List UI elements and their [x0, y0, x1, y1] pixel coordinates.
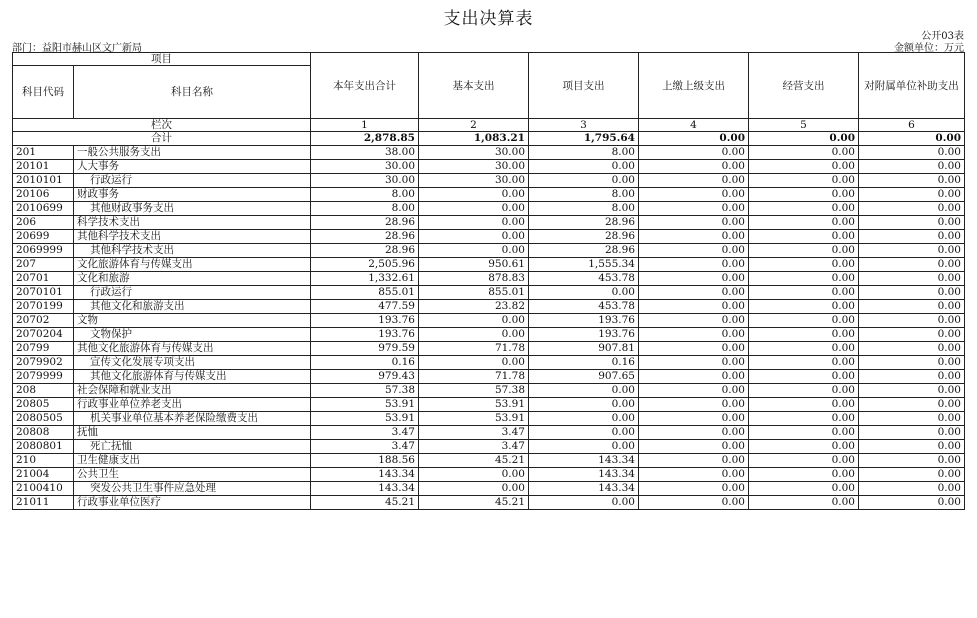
- amount-cell: 57.38: [419, 384, 529, 398]
- amount-cell: 0.00: [859, 384, 965, 398]
- amount-cell: 0.00: [639, 412, 749, 426]
- amount-cell: 0.00: [419, 482, 529, 496]
- amount-cell: 0.00: [859, 356, 965, 370]
- header-col-1: 本年支出合计: [311, 53, 419, 119]
- subject-name: 其他文化和旅游支出: [74, 300, 311, 314]
- amount-cell: 0.00: [639, 160, 749, 174]
- subject-name: 其他财政事务支出: [74, 202, 311, 216]
- amount-cell: 0.00: [419, 216, 529, 230]
- table-row: [13, 398, 965, 412]
- amount-cell: 0.00: [639, 174, 749, 188]
- total-value: 0.00: [859, 132, 965, 146]
- amount-cell: 8.00: [529, 146, 639, 160]
- subject-name: 死亡抚恤: [74, 440, 311, 454]
- amount-cell: 0.00: [749, 188, 859, 202]
- amount-cell: 28.96: [529, 244, 639, 258]
- table-row: [13, 314, 965, 328]
- table-row: [13, 244, 965, 258]
- amount-cell: 0.00: [419, 244, 529, 258]
- subject-code: 2069999: [13, 244, 74, 258]
- amount-cell: 0.00: [639, 258, 749, 272]
- amount-cell: 0.00: [749, 342, 859, 356]
- amount-cell: 8.00: [311, 202, 419, 216]
- header-row-item: [13, 53, 965, 66]
- table-row: [13, 230, 965, 244]
- subject-code: 2079902: [13, 356, 74, 370]
- amount-cell: 0.00: [529, 398, 639, 412]
- amount-cell: 193.76: [529, 328, 639, 342]
- table-row: [13, 482, 965, 496]
- amount-cell: 0.16: [311, 356, 419, 370]
- amount-cell: 855.01: [311, 286, 419, 300]
- total-row: [13, 132, 965, 146]
- amount-cell: 0.00: [859, 328, 965, 342]
- amount-cell: 0.00: [859, 412, 965, 426]
- amount-cell: 28.96: [311, 244, 419, 258]
- amount-cell: 0.00: [749, 440, 859, 454]
- table-row: [13, 370, 965, 384]
- amount-cell: 3.47: [311, 426, 419, 440]
- amount-cell: 0.00: [749, 230, 859, 244]
- amount-cell: 453.78: [529, 272, 639, 286]
- subject-name: 行政事业单位养老支出: [74, 398, 311, 412]
- subject-name: 抚恤: [74, 426, 311, 440]
- amount-cell: 0.00: [749, 174, 859, 188]
- page-title: 支出决算表: [443, 9, 534, 29]
- amount-cell: 0.00: [529, 412, 639, 426]
- amount-cell: 53.91: [311, 398, 419, 412]
- amount-cell: 0.00: [749, 216, 859, 230]
- amount-cell: 0.00: [749, 426, 859, 440]
- amount-cell: 0.16: [529, 356, 639, 370]
- subject-code: 20805: [13, 398, 74, 412]
- subject-code: 210: [13, 454, 74, 468]
- header-row-seq: [13, 119, 965, 132]
- amount-cell: 0.00: [749, 370, 859, 384]
- subject-code: 208: [13, 384, 74, 398]
- col-num-3: 3: [529, 119, 639, 132]
- table-row: [13, 468, 965, 482]
- amount-cell: 0.00: [859, 174, 965, 188]
- amount-cell: 0.00: [639, 202, 749, 216]
- subject-name: 财政事务: [74, 188, 311, 202]
- subject-name: 其他科学技术支出: [74, 230, 311, 244]
- subject-name: 行政运行: [74, 174, 311, 188]
- amount-cell: 0.00: [419, 356, 529, 370]
- amount-cell: 0.00: [639, 370, 749, 384]
- amount-cell: 0.00: [419, 468, 529, 482]
- amount-cell: 28.96: [529, 216, 639, 230]
- subject-code: 20101: [13, 160, 74, 174]
- amount-cell: 0.00: [859, 202, 965, 216]
- amount-cell: 0.00: [529, 440, 639, 454]
- amount-cell: 0.00: [749, 258, 859, 272]
- amount-cell: 0.00: [749, 356, 859, 370]
- total-value: 0.00: [749, 132, 859, 146]
- amount-cell: 3.47: [419, 440, 529, 454]
- amount-cell: 0.00: [749, 202, 859, 216]
- amount-cell: 30.00: [419, 174, 529, 188]
- col-num-4: 4: [639, 119, 749, 132]
- subject-name: 科学技术支出: [74, 216, 311, 230]
- amount-cell: 0.00: [859, 454, 965, 468]
- amount-cell: 979.43: [311, 370, 419, 384]
- subject-code: 2080801: [13, 440, 74, 454]
- amount-cell: 0.00: [639, 482, 749, 496]
- amount-cell: 0.00: [529, 384, 639, 398]
- amount-cell: 0.00: [859, 398, 965, 412]
- amount-cell: 0.00: [639, 286, 749, 300]
- amount-cell: 0.00: [859, 482, 965, 496]
- header-col-2: 基本支出: [419, 53, 529, 119]
- amount-cell: 0.00: [639, 272, 749, 286]
- subject-code: 206: [13, 216, 74, 230]
- amount-cell: 71.78: [419, 370, 529, 384]
- amount-cell: 0.00: [859, 216, 965, 230]
- subject-code: 2100410: [13, 482, 74, 496]
- table-row: [13, 174, 965, 188]
- table-row: [13, 454, 965, 468]
- amount-cell: 0.00: [639, 440, 749, 454]
- form-number: 公开03表: [921, 31, 964, 42]
- amount-cell: 0.00: [639, 496, 749, 510]
- header-name: 科目名称: [74, 66, 311, 119]
- amount-cell: 0.00: [529, 496, 639, 510]
- amount-cell: 143.34: [529, 468, 639, 482]
- amount-cell: 0.00: [639, 244, 749, 258]
- amount-cell: 0.00: [639, 146, 749, 160]
- subject-code: 201: [13, 146, 74, 160]
- amount-cell: 143.34: [529, 454, 639, 468]
- subject-name: 机关事业单位基本养老保险缴费支出: [74, 412, 311, 426]
- amount-cell: 2,505.96: [311, 258, 419, 272]
- table-row: [13, 328, 965, 342]
- subject-code: 2070101: [13, 286, 74, 300]
- header-col-6: 对附属单位补助支出: [859, 53, 965, 119]
- amount-cell: 0.00: [859, 342, 965, 356]
- amount-cell: 0.00: [419, 230, 529, 244]
- amount-cell: 0.00: [749, 454, 859, 468]
- amount-cell: 0.00: [419, 188, 529, 202]
- amount-cell: 143.34: [529, 482, 639, 496]
- subject-code: 2079999: [13, 370, 74, 384]
- subject-name: 文物保护: [74, 328, 311, 342]
- amount-cell: 53.91: [419, 398, 529, 412]
- table-row: [13, 160, 965, 174]
- subject-code: 207: [13, 258, 74, 272]
- amount-cell: 0.00: [749, 398, 859, 412]
- subject-name: 公共卫生: [74, 468, 311, 482]
- amount-cell: 0.00: [859, 272, 965, 286]
- table-row: [13, 412, 965, 426]
- amount-cell: 193.76: [311, 328, 419, 342]
- header-col-5: 经营支出: [749, 53, 859, 119]
- amount-cell: 0.00: [529, 174, 639, 188]
- amount-cell: 188.56: [311, 454, 419, 468]
- amount-cell: 0.00: [859, 258, 965, 272]
- amount-cell: 0.00: [749, 496, 859, 510]
- amount-cell: 0.00: [859, 286, 965, 300]
- header-item: 项目: [13, 53, 311, 66]
- table-row: [13, 146, 965, 160]
- table-row: [13, 286, 965, 300]
- table-row: [13, 356, 965, 370]
- amount-cell: 71.78: [419, 342, 529, 356]
- table-row: [13, 216, 965, 230]
- amount-cell: 907.81: [529, 342, 639, 356]
- amount-cell: 193.76: [311, 314, 419, 328]
- subject-name: 社会保障和就业支出: [74, 384, 311, 398]
- col-num-5: 5: [749, 119, 859, 132]
- amount-cell: 0.00: [639, 398, 749, 412]
- amount-cell: 45.21: [419, 496, 529, 510]
- subject-code: 20699: [13, 230, 74, 244]
- table-row: [13, 258, 965, 272]
- amount-cell: 193.76: [529, 314, 639, 328]
- amount-cell: 28.96: [311, 216, 419, 230]
- amount-cell: 8.00: [529, 202, 639, 216]
- subject-name: 行政事业单位医疗: [74, 496, 311, 510]
- amount-cell: 0.00: [859, 314, 965, 328]
- amount-cell: 0.00: [419, 202, 529, 216]
- amount-cell: 979.59: [311, 342, 419, 356]
- amount-cell: 0.00: [859, 300, 965, 314]
- amount-cell: 0.00: [859, 188, 965, 202]
- amount-cell: 0.00: [639, 328, 749, 342]
- amount-cell: 0.00: [639, 468, 749, 482]
- amount-cell: 0.00: [639, 454, 749, 468]
- subject-code: 2080505: [13, 412, 74, 426]
- subject-code: 2010699: [13, 202, 74, 216]
- amount-cell: 0.00: [859, 244, 965, 258]
- subject-name: 行政运行: [74, 286, 311, 300]
- amount-cell: 0.00: [639, 426, 749, 440]
- header-seq: 栏次: [13, 119, 311, 132]
- subject-name: 突发公共卫生事件应急处理: [74, 482, 311, 496]
- subject-code: 21004: [13, 468, 74, 482]
- amount-cell: 53.91: [311, 412, 419, 426]
- amount-cell: 30.00: [311, 174, 419, 188]
- subject-name: 人大事务: [74, 160, 311, 174]
- subject-code: 21011: [13, 496, 74, 510]
- amount-cell: 1,332.61: [311, 272, 419, 286]
- subject-name: 卫生健康支出: [74, 454, 311, 468]
- amount-cell: 0.00: [529, 286, 639, 300]
- subject-name: 文化和旅游: [74, 272, 311, 286]
- amount-cell: 0.00: [639, 384, 749, 398]
- amount-cell: 53.91: [419, 412, 529, 426]
- table-row: [13, 272, 965, 286]
- amount-cell: 878.83: [419, 272, 529, 286]
- subject-name: 其他文化旅游体育与传媒支出: [74, 342, 311, 356]
- header-code: 科目代码: [13, 66, 74, 119]
- amount-cell: 30.00: [419, 146, 529, 160]
- amount-cell: 143.34: [311, 468, 419, 482]
- header-col-3: 项目支出: [529, 53, 639, 119]
- amount-cell: 28.96: [311, 230, 419, 244]
- col-num-1: 1: [311, 119, 419, 132]
- amount-cell: 3.47: [311, 440, 419, 454]
- col-num-2: 2: [419, 119, 529, 132]
- amount-cell: 0.00: [859, 160, 965, 174]
- amount-cell: 0.00: [639, 300, 749, 314]
- amount-cell: 0.00: [749, 272, 859, 286]
- amount-cell: 855.01: [419, 286, 529, 300]
- amount-cell: 143.34: [311, 482, 419, 496]
- amount-cell: 0.00: [639, 188, 749, 202]
- subject-name: 宣传文化发展专项支出: [74, 356, 311, 370]
- department-label: 部门：益阳市赫山区文广新局: [12, 43, 142, 54]
- amount-cell: 0.00: [749, 328, 859, 342]
- subject-code: 20701: [13, 272, 74, 286]
- subject-code: 2010101: [13, 174, 74, 188]
- table-row: [13, 384, 965, 398]
- amount-cell: 3.47: [419, 426, 529, 440]
- amount-cell: 0.00: [419, 328, 529, 342]
- amount-cell: 0.00: [859, 230, 965, 244]
- subject-code: 20808: [13, 426, 74, 440]
- amount-cell: 0.00: [859, 468, 965, 482]
- amount-cell: 0.00: [749, 412, 859, 426]
- subject-code: 2070204: [13, 328, 74, 342]
- amount-cell: 0.00: [749, 468, 859, 482]
- total-value: 2,878.85: [311, 132, 419, 146]
- subject-code: 20106: [13, 188, 74, 202]
- amount-cell: 45.21: [311, 496, 419, 510]
- amount-cell: 0.00: [529, 426, 639, 440]
- amount-cell: 0.00: [749, 314, 859, 328]
- amount-cell: 30.00: [419, 160, 529, 174]
- subject-name: 一般公共服务支出: [74, 146, 311, 160]
- amount-cell: 30.00: [311, 160, 419, 174]
- amount-cell: 0.00: [639, 356, 749, 370]
- total-value: 0.00: [639, 132, 749, 146]
- amount-cell: 38.00: [311, 146, 419, 160]
- amount-cell: 8.00: [529, 188, 639, 202]
- amount-cell: 0.00: [749, 286, 859, 300]
- subject-name: 其他文化旅游体育与传媒支出: [74, 370, 311, 384]
- table-row: [13, 426, 965, 440]
- amount-cell: 0.00: [859, 496, 965, 510]
- amount-cell: 0.00: [859, 146, 965, 160]
- amount-cell: 0.00: [859, 370, 965, 384]
- amount-cell: 28.96: [529, 230, 639, 244]
- amount-cell: 23.82: [419, 300, 529, 314]
- subject-code: 20799: [13, 342, 74, 356]
- table-row: [13, 440, 965, 454]
- table-row: [13, 188, 965, 202]
- total-value: 1,083.21: [419, 132, 529, 146]
- amount-cell: 45.21: [419, 454, 529, 468]
- amount-cell: 1,555.34: [529, 258, 639, 272]
- table-row: [13, 496, 965, 510]
- total-value: 1,795.64: [529, 132, 639, 146]
- subject-name: 其他科学技术支出: [74, 244, 311, 258]
- amount-cell: 907.65: [529, 370, 639, 384]
- amount-cell: 0.00: [859, 426, 965, 440]
- amount-cell: 0.00: [749, 244, 859, 258]
- amount-cell: 453.78: [529, 300, 639, 314]
- table-row: [13, 342, 965, 356]
- amount-cell: 0.00: [419, 314, 529, 328]
- amount-cell: 950.61: [419, 258, 529, 272]
- table-row: [13, 202, 965, 216]
- subject-code: 20702: [13, 314, 74, 328]
- subject-code: 2070199: [13, 300, 74, 314]
- amount-cell: 8.00: [311, 188, 419, 202]
- header-col-4: 上缴上级支出: [639, 53, 749, 119]
- subject-name: 文化旅游体育与传媒支出: [74, 258, 311, 272]
- amount-cell: 0.00: [859, 440, 965, 454]
- amount-unit-label: 金额单位：万元: [894, 43, 964, 54]
- amount-cell: 0.00: [749, 300, 859, 314]
- amount-cell: 477.59: [311, 300, 419, 314]
- table-row: [13, 300, 965, 314]
- expenditure-table: [12, 52, 965, 510]
- amount-cell: 0.00: [639, 314, 749, 328]
- amount-cell: 0.00: [749, 160, 859, 174]
- amount-cell: 0.00: [749, 482, 859, 496]
- amount-cell: 0.00: [639, 342, 749, 356]
- amount-cell: 0.00: [639, 230, 749, 244]
- amount-cell: 0.00: [639, 216, 749, 230]
- amount-cell: 0.00: [749, 146, 859, 160]
- col-num-6: 6: [859, 119, 965, 132]
- subject-name: 文物: [74, 314, 311, 328]
- amount-cell: 0.00: [529, 160, 639, 174]
- amount-cell: 0.00: [749, 384, 859, 398]
- amount-cell: 57.38: [311, 384, 419, 398]
- total-label: 合计: [13, 132, 311, 146]
